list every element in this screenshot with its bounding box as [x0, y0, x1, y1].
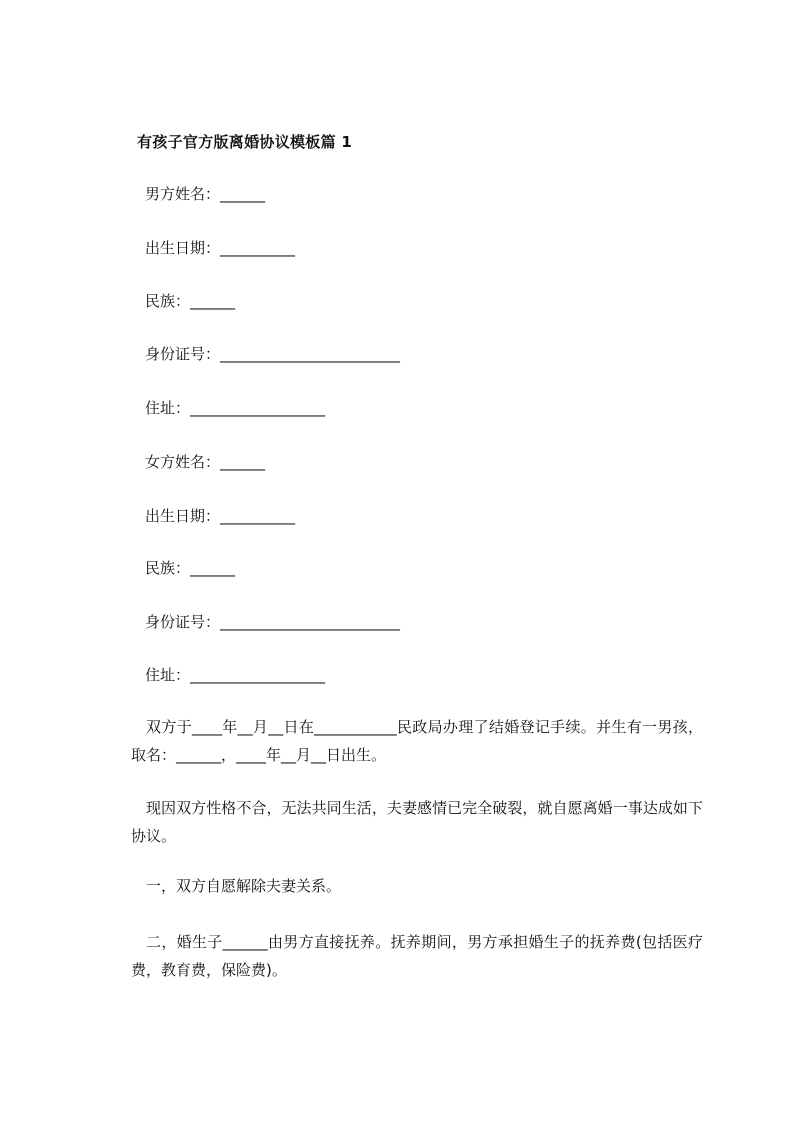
female-address-field: 住址：__________________ [145, 666, 326, 684]
female-ethnicity-field: 民族：______ [145, 559, 236, 577]
male-ethnicity-field: 民族：______ [145, 292, 236, 310]
divorce-reason-paragraph: 现因双方性格不合，无法共同生活，夫妻感情已完全破裂，就自愿离婚一事达成如下协议。 [131, 799, 703, 845]
female-name-field: 女方姓名：______ [145, 453, 266, 471]
female-id-number-field: 身份证号：________________________ [145, 613, 401, 631]
male-birthdate-field: 出生日期：__________ [145, 239, 296, 257]
male-id-number-field: 身份证号：________________________ [145, 345, 401, 363]
male-name-field: 男方姓名：______ [145, 185, 266, 203]
document-title: 有孩子官方版离婚协议模板篇 1 [137, 133, 353, 151]
marriage-registration-paragraph: 双方于____年__月__日在___________民政局办理了结婚登记手续。并生有一男孩，取名：______，____年__月__日出生。 [131, 718, 703, 764]
male-address-field: 住址：__________________ [145, 399, 326, 417]
female-birthdate-field: 出生日期：__________ [145, 507, 296, 525]
clause-two: 二，婚生子______由男方直接抚养。抚养期间，男方承担婚生子的抚养费(包括医疗费，教育费，保险费)。 [131, 933, 703, 979]
clause-one: 一，双方自愿解除夫妻关系。 [146, 877, 342, 895]
